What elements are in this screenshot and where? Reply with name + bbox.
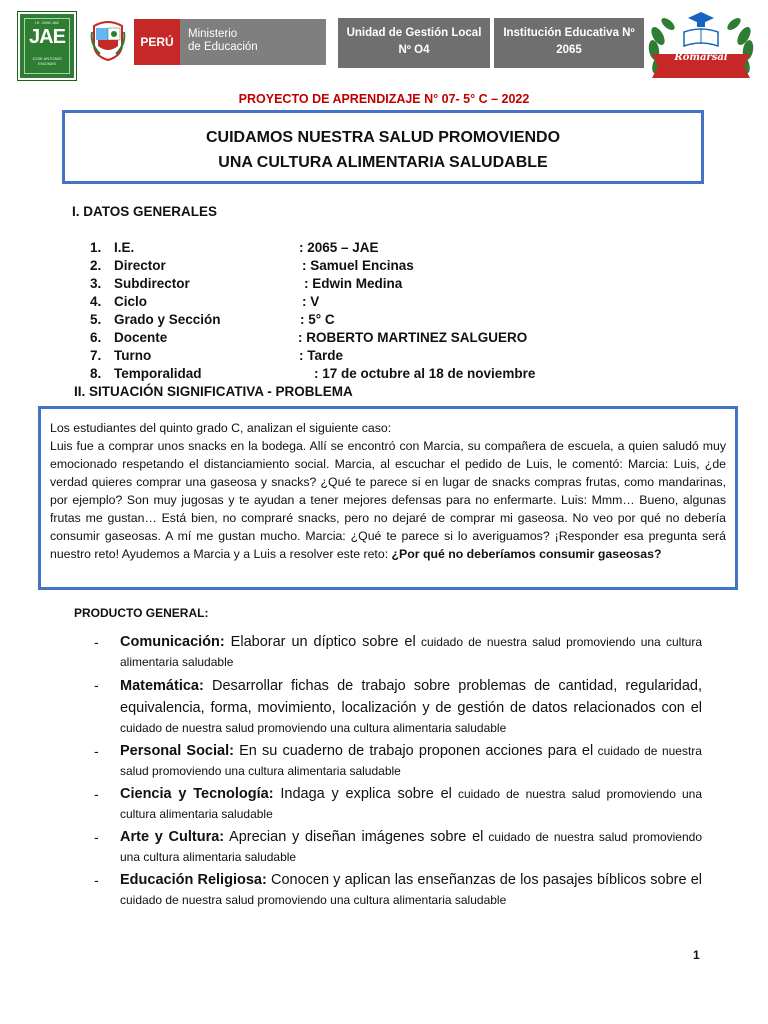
datos-row [90, 258, 690, 276]
item-area: Personal Social: [120, 743, 234, 759]
row-value: : ROBERTO MARTINEZ SALGUERO [298, 330, 528, 345]
producto-general-heading: PRODUCTO GENERAL: [74, 606, 209, 620]
producto-item [94, 784, 702, 823]
ministry-line-2: de Educación [188, 41, 258, 53]
datos-row [90, 294, 690, 312]
main-title-line-2: UNA CULTURA ALIMENTARIA SALUDABLE [218, 154, 548, 171]
row-value: : V [302, 294, 320, 309]
producto-item [94, 870, 702, 909]
ugel-line-1: Unidad de Gestión Local [346, 27, 482, 39]
school-label [494, 25, 644, 59]
producto-item [94, 632, 702, 671]
peru-label: PERÚ [140, 35, 174, 49]
datos-row [90, 312, 690, 330]
row-number: 6. [90, 330, 102, 345]
item-text: Aprecian y diseñan imágenes sobre el [224, 829, 484, 845]
item-topic: cuidado de nuestra salud promoviendo una cultura alimentaria saludable [120, 830, 703, 864]
list-dash: - [94, 829, 99, 845]
item-topic: cuidado de nuestra salud promoviendo una cultura alimentaria saludable [120, 787, 702, 821]
ministry-label [188, 28, 258, 54]
row-number: 5. [90, 312, 102, 327]
item-area: Arte y Cultura: [120, 829, 225, 845]
datos-row [90, 240, 690, 258]
row-label: Docente [114, 330, 168, 345]
row-label: I.E. [114, 240, 135, 255]
row-label: Temporalidad [114, 366, 202, 381]
producto-item [94, 675, 702, 737]
item-text: Conocen y aplican las enseñanzas de los pasajes bíblicos sobre el [266, 872, 702, 888]
list-dash: - [94, 786, 99, 802]
item-area: Educación Religiosa: [120, 872, 267, 888]
row-number: 3. [90, 276, 102, 291]
producto-list [94, 632, 702, 913]
school-number-block [494, 18, 644, 68]
item-area: Ciencia y Tecnología: [120, 786, 274, 802]
main-title-box [62, 110, 704, 184]
row-label: Subdirector [114, 276, 190, 291]
row-number: 1. [90, 240, 102, 255]
item-topic: cuidado de nuestra salud promoviendo una cultura alimentaria saludable [120, 893, 507, 907]
row-value: : 2065 – JAE [299, 240, 379, 255]
datos-row [90, 348, 690, 366]
situation-story: Luis fue a comprar unos snacks en la bodega. Allí se encontró con Marcia, su compañera de escuela, a quien saludó muy emocionado respetando el distanciamiento social. Marcia, al escuchar el pedido de Luis, le comentó: Marcia: Luis, ¿de verdad quieres comprar una gaseosa y snacks? ¿Qué te parece si en lugar de snacks compras frutas, como mandarinas, por ejemplo? Son muy jugosas y te ayudan a tener mejores defensas para no enfermarte. Luis: Mmm… Bueno, algunas frutas me gustan… Está bien, no compraré snacks, pero no dejaré de comprar mi gaseosa. No veo por qué no debería consumir gaseosas. A mí me gustan mucho. Marcia: ¿Qué te parece si lo averiguamos? ¡Responder esa pregunta será nuestro reto! Ayudemos a Marcia y a Luis a resolver este reto: [50, 439, 726, 561]
list-dash: - [94, 743, 99, 759]
producto-item [94, 827, 702, 866]
situation-challenge: ¿Por qué no deberíamos consumir gaseosas? [391, 547, 662, 561]
datos-row [90, 366, 690, 384]
jae-logo-caption-top: I.E. 2065 JAE [34, 20, 60, 25]
row-value: : Tarde [299, 348, 344, 363]
item-area: Comunicación: [120, 634, 225, 650]
list-dash: - [94, 872, 99, 888]
item-area: Matemática: [120, 678, 204, 694]
item-text: Desarrollar fichas de trabajo sobre problemas de cantidad, regularidad, equivalencia, forma, movimiento, localización y de gestión de datos relacionados con el [120, 678, 702, 716]
item-text: Indaga y explica sobre el [273, 786, 452, 802]
row-label: Director [114, 258, 166, 273]
item-topic: cuidado de nuestra salud promoviendo una cultura alimentaria saludable [120, 744, 702, 778]
row-label: Ciclo [114, 294, 148, 309]
datos-row [90, 276, 690, 294]
page-number: 1 [693, 948, 700, 962]
item-text: En su cuaderno de trabajo proponen acciones para el [233, 743, 594, 759]
section-datos-generales-heading: I. DATOS GENERALES [72, 204, 218, 219]
main-title-line-1: CUIDAMOS NUESTRA SALUD PROMOVIENDO [205, 129, 561, 146]
row-value: : 5° C [300, 312, 335, 327]
item-topic: cuidado de nuestra salud promoviendo una cultura alimentaria saludable [120, 635, 702, 669]
situation-box [38, 406, 738, 590]
jae-logo-monogram: JAE [29, 26, 65, 48]
ugel-block [338, 18, 490, 68]
list-dash: - [94, 634, 99, 650]
situation-body [50, 437, 726, 563]
item-topic: cuidado de nuestra salud promoviendo una cultura alimentaria saludable [120, 721, 507, 735]
school-line-2: 2065 [556, 44, 582, 56]
romarsal-label: Romarsal [674, 52, 728, 63]
row-value: : 17 de octubre al 18 de noviembre [314, 366, 536, 381]
row-number: 2. [90, 258, 102, 273]
row-label: Turno [114, 348, 152, 363]
romarsal-logo [644, 6, 758, 90]
row-number: 4. [90, 294, 102, 309]
ministry-line-1: Ministerio [188, 28, 238, 40]
row-value: : Edwin Medina [304, 276, 403, 291]
peru-coat-of-arms-icon [90, 18, 126, 62]
jae-logo-caption-bottom: JOSE ANTONIO ENCINAS [32, 56, 62, 66]
producto-item [94, 741, 702, 780]
row-number: 8. [90, 366, 102, 381]
school-line-1: Institución Educativa Nº [503, 27, 635, 39]
peru-brand-block [134, 19, 180, 65]
item-text: Elaborar un díptico sobre el [224, 634, 416, 650]
situation-intro: Los estudiantes del quinto grado C, analizan el siguiente caso: [50, 421, 392, 435]
ministry-block [180, 19, 326, 65]
row-label: Grado y Sección [114, 312, 221, 327]
school-logo-jae [18, 12, 76, 80]
ugel-line-2: Nº O4 [398, 44, 430, 56]
section-situacion-heading: II. SITUACIÓN SIGNIFICATIVA - PROBLEMA [74, 384, 353, 399]
ugel-label [338, 25, 490, 59]
laurel-wreath-icon [644, 6, 758, 90]
row-number: 7. [90, 348, 102, 363]
datos-row [90, 330, 690, 348]
situation-text [50, 419, 726, 563]
list-dash: - [94, 677, 99, 693]
row-value: : Samuel Encinas [302, 258, 414, 273]
project-title: PROYECTO DE APRENDIZAJE N° 07- 5° C – 2022 [238, 92, 530, 106]
